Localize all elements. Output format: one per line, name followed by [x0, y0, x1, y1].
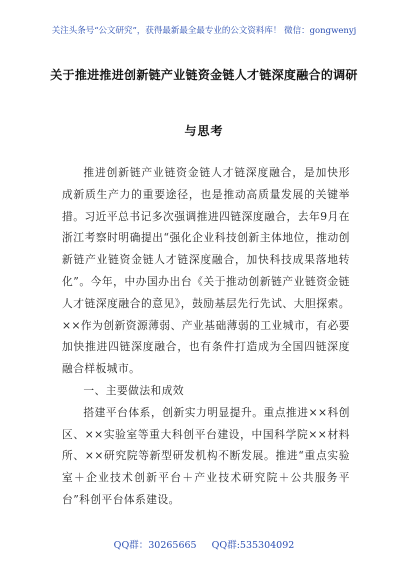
qq-group-1: QQ群：30265665: [113, 540, 197, 551]
intro-paragraph: 推进创新链产业链资金链人才链深度融合，是加快形成新质生产力的重要途径，也是推动高质量发展的关键举措。习近平总书记多次强调推进四链深度融合，去年9月在浙江考察时明确提出“强化企业科技创新主体地位，推动创新链产业链资金链人才链深度融合，加快科技成果落地转化”。今年，中办国办出台《关于推动创新链产业链资金链人才链深度融合的意见》，鼓励基层先行先试、大胆探索。××作为创新资源薄弱、产业基础薄弱的工业城市，有必要加快推进四链深度融合，也有条件打造成为全国四链深度融合样板城市。: [62, 166, 350, 376]
promo-banner: 关注头条号“公文研究”，获得最新最全最专业的公文资料库！ 微信：gongwenyj: [51, 26, 357, 36]
qq-group-2: QQ群:535304092: [211, 540, 295, 551]
document-body: [62, 162, 350, 511]
section-paragraph: 搭建平台体系，创新实力明显提升。重点推进××科创区、××实验室等重大科创平台建设，中国科学院××材料所、××研究院等新型研发机构不断发展。推进“重点实验室＋企业技术创新平台＋产业技术研究院＋公共服务平台”科创平台体系建设。: [62, 405, 350, 506]
footer-contact: [0, 537, 408, 551]
section-heading: 一、主要做法和成效: [83, 383, 185, 397]
document-title: 关于推进推进创新链产业链资金链人才链深度融合的调研: [50, 68, 358, 82]
document-title-continued: 与思考: [184, 124, 224, 138]
